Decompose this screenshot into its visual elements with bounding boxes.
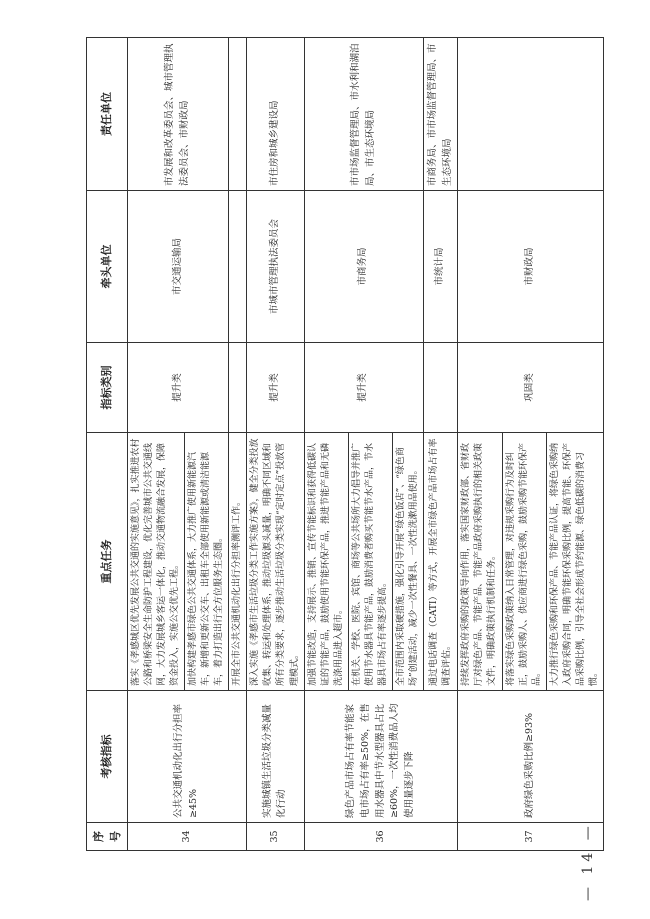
row-task: 开展全市公共交通机动化出行分担率测评工作。 — [229, 433, 247, 691]
row-task: 通过电话调查（CATI）等方式，开展全市绿色产品市场占有率调查评估。 — [423, 433, 457, 691]
row-task: 加强节能改造，支持展示、推销、宣传节能标识和获得低碳认证的节能产品，鼓励使用节能环保产品，推进节能产品和无磷洗涤用品进入超市。 — [304, 433, 348, 691]
row-indicator: 政府绿色采购比例≥93% — [458, 691, 603, 823]
row-task: 落实《孝感城区优先发展公共交通的实施意见》，扎实推进农村公路和桥梁安全生命防护工程建设，优化完善城市公共交通线网，大力发展城乡客运一体化，推动交通物流融合发展，保障资金投入，实施公交优先工程。 — [128, 433, 185, 691]
row-type-empty — [229, 343, 247, 433]
row-responsible-extra: 市商务局、市市场监督管理局、市生态环境局 — [423, 38, 457, 191]
row-indicator: 公共交通机动化出行分担率≥45% — [128, 691, 247, 823]
row-responsible: 市住房和城乡建设局 — [247, 38, 304, 191]
row-index: 37 — [458, 823, 603, 851]
table-header-row — [87, 38, 128, 851]
table-row — [304, 38, 348, 851]
row-type-empty — [423, 343, 457, 433]
table-row — [247, 38, 304, 851]
header-indicator: 考核指标 — [87, 691, 128, 823]
row-responsible: 市发展和改革委员会、城市管理执法委员会、市财政局 — [128, 38, 229, 191]
row-lead: 市财政局 — [458, 191, 603, 343]
row-index: 35 — [247, 823, 304, 851]
row-task: 加快构建孝感市绿色公共交通体系，大力推广使用新能源汽车，新增和更新公交车、出租车全部使用新能源或清洁能源车，着力打造出行全方位服务生态圈。 — [185, 433, 229, 691]
row-task: 全市范围内采取硬措施，强化引导开展“绿色饭店”、“绿色商场”创建活动，减少一次性餐具、一次性洗漱用品使用。 — [392, 433, 423, 691]
header-index: 序号 — [87, 823, 128, 851]
row-lead: 市交通运输局 — [128, 191, 229, 343]
row-responsible — [458, 38, 603, 191]
header-type: 指标类别 — [87, 343, 128, 433]
row-lead-extra: 市统计局 — [423, 191, 457, 343]
header-task: 重点任务 — [87, 433, 128, 691]
row-lead-empty — [229, 191, 247, 343]
row-task: 将落实绿色采购政策纳入日常管理，对违规采购行为及时纠正，鼓励采购人、供应商进行绿色采购，鼓励采购节能环保产品。 — [502, 433, 546, 691]
table-row — [128, 38, 185, 851]
header-responsible: 责任单位 — [87, 38, 128, 191]
table-row — [458, 38, 502, 851]
row-lead: 市城市管理执法委员会 — [247, 191, 304, 343]
row-type: 提升类 — [128, 343, 229, 433]
row-index: 36 — [304, 823, 458, 851]
row-task: 深入实施《孝感市生活垃圾分类工作实施方案》，健全分类投放收集、转运和处理体系，推动垃圾源头减量，明确不同区域和所有分类要求，逐步推动生活垃圾分类实现“定时定点”投放管理模式。 — [247, 433, 304, 691]
row-task: 持续发挥政府采购的政策导向作用，落实国家财政部、省财政厅对绿色产品、节能产品、节能产品政府采购执行的相关政策文件，明确政策执行机制和任务。 — [458, 433, 502, 691]
row-task: 在机关、学校、医院、宾馆、商场等公共场所大力倡导并推广使用节水器具节能产品，鼓励消费者购买节能节水产品，节水器具市场占有率逐步提高。 — [348, 433, 392, 691]
row-task: 大力推行绿色采购和环保产品、节能产品认证，将绿色采购纳入政府采购合同，明确节能环保采购比例，提高节能、环保产品采购比例，引导全社会形成节约能源、绿色低碳的消费习惯。 — [546, 433, 603, 691]
row-indicator: 绿色产品市场占有率节能家电市场占有率≥50%，在售用水器具中节水型器具占比≥60%，一次性消费品人均使用量逐步下降 — [304, 691, 458, 823]
row-index: 34 — [128, 823, 247, 851]
header-lead: 牵头单位 — [87, 191, 128, 343]
assessment-table — [86, 37, 604, 851]
row-responsible-empty — [229, 38, 247, 191]
row-responsible: 市市场监督管理局、市水利和湖泊局、市生态环境局 — [304, 38, 423, 191]
row-type: 提升类 — [304, 343, 423, 433]
row-lead: 市商务局 — [304, 191, 423, 343]
row-type: 巩固类 — [458, 343, 603, 433]
page-number: — 14 — — [580, 822, 596, 901]
row-type: 提升类 — [247, 343, 304, 433]
row-indicator: 实施城镇生活垃圾分类减量化行动 — [247, 691, 304, 823]
